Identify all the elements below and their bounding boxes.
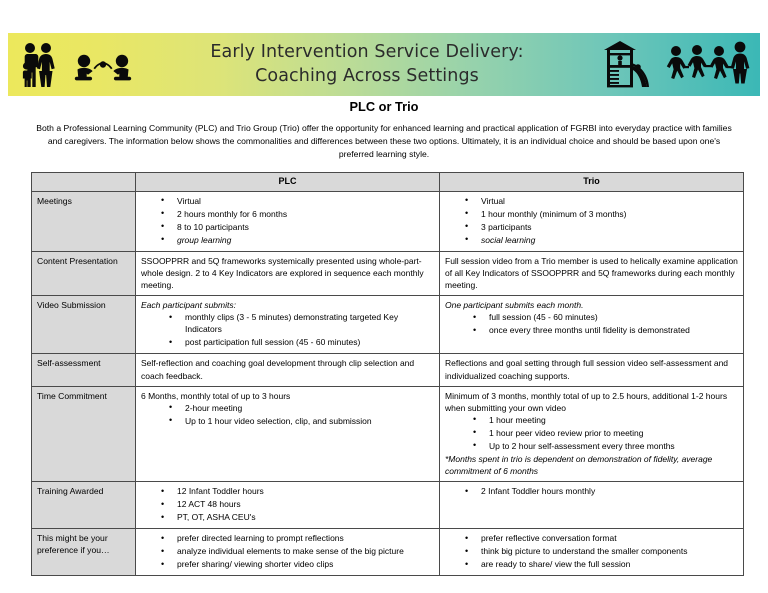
cell-bullet-list: [445, 311, 738, 336]
cell-bullet-list: [141, 485, 434, 523]
table-header-row: [32, 173, 744, 192]
intro-paragraph: Both a Professional Learning Community (PLC) and Trio Group (Trio) offer the opportunity for enhanced learning and practical application of FGRBI into everyday practice with families and caregivers. The information below shows the commonalities and differences between these two options. Ultimately, it is an individual choice and should be based upon one's preferred learning style.: [36, 123, 732, 160]
cell-lead-text: Full session video from a Trio member is used to helically examine application of all Key Indicators of SSOOPPRR and 5Q frameworks during each monthly meeting.: [445, 256, 738, 291]
cell-trio: [440, 191, 744, 251]
bullet-item: • 3 participants: [465, 221, 738, 233]
bullet-item: • monthly clips (3 - 5 minutes) demonstrating targeted Key Indicators: [169, 311, 434, 335]
row-label: Video Submission: [32, 296, 136, 354]
cell-trio: [440, 529, 744, 576]
cell-bullet-list: [445, 414, 738, 452]
playground-slide-icon: [600, 39, 656, 91]
cell-plc: [136, 191, 440, 251]
cell-trio: [440, 482, 744, 529]
bullet-item: • are ready to share/ view the full session: [465, 558, 738, 570]
cell-lead-text: SSOOPPRR and 5Q frameworks systemically presented using whole-part-whole design. 2 to 4 Key Indicators are explored in sequence each monthly meeting.: [141, 256, 424, 291]
table-row: [32, 529, 744, 576]
two-children-playing-ball-icon: [72, 51, 134, 91]
bullet-item: • 1 hour peer video review prior to meeting: [473, 427, 738, 439]
cell-trio: [440, 252, 744, 296]
table-body: [32, 173, 744, 576]
banner-right-icon-group: [600, 39, 760, 91]
cell-bullet-list: [141, 532, 434, 570]
cell-trio: [440, 386, 744, 481]
cell-bullet-list: [141, 402, 434, 427]
bullet-item: • 12 ACT 48 hours: [161, 498, 434, 510]
bullet-item: • full session (45 - 60 minutes): [473, 311, 738, 323]
parent-and-child-icon: [14, 39, 66, 91]
cell-plc: [136, 354, 440, 386]
bullet-item: • 12 Infant Toddler hours: [161, 485, 434, 497]
table-row: [32, 252, 744, 296]
cell-lead-text: One participant submits each month.: [445, 300, 584, 311]
cell-bullet-list: [445, 485, 738, 497]
table-row: [32, 191, 744, 251]
row-label: Content Presentation: [32, 252, 136, 296]
comparison-table-wrapper: [31, 172, 743, 576]
table-row: [32, 296, 744, 354]
banner-title: [134, 41, 600, 88]
cell-note-text: *Months spent in trio is dependent on demonstration of fidelity, average commitment of 6 months: [445, 453, 713, 476]
cell-trio: [440, 354, 744, 386]
bullet-item: • 1 hour monthly (minimum of 3 months): [465, 208, 738, 220]
bullet-item: • 2 Infant Toddler hours monthly: [465, 485, 738, 497]
cell-plc: [136, 296, 440, 354]
cell-bullet-list: [141, 195, 434, 246]
cell-plc: [136, 482, 440, 529]
banner-left-icon-group: [8, 39, 134, 91]
cell-bullet-list: [141, 311, 434, 348]
table-header-trio: Trio: [440, 173, 744, 192]
bullet-item: • analyze individual elements to make sense of the big picture: [161, 545, 434, 557]
table-header-blank: [32, 173, 136, 192]
bullet-item: • once every three months until fidelity is demonstrated: [473, 324, 738, 336]
cell-plc: [136, 252, 440, 296]
table-row: [32, 354, 744, 386]
bullet-item: • 2-hour meeting: [169, 402, 434, 414]
bullet-item: • PT, OT, ASHA CEU's: [161, 511, 434, 523]
banner-title-line-2: Coaching Across Settings: [255, 65, 479, 86]
bullet-item: • 8 to 10 participants: [161, 221, 434, 233]
cell-lead-text: Self-reflection and coaching goal development through clip selection and coach feedback.: [141, 358, 415, 381]
bullet-item: • prefer reflective conversation format: [465, 532, 738, 544]
cell-bullet-list: [445, 532, 738, 570]
bullet-item: • social learning: [465, 234, 738, 246]
children-holding-hands-icon: [664, 39, 756, 91]
bullet-item: • think big picture to understand the smaller components: [465, 545, 738, 557]
page-subtitle: PLC or Trio: [349, 99, 419, 114]
plc-trio-comparison-table: [31, 172, 744, 576]
cell-plc: [136, 529, 440, 576]
bullet-item: • 1 hour meeting: [473, 414, 738, 426]
bullet-item: • Virtual: [161, 195, 434, 207]
table-header-plc: PLC: [136, 173, 440, 192]
row-label: Self-assessment: [32, 354, 136, 386]
table-row: [32, 386, 744, 481]
row-label: Training Awarded: [32, 482, 136, 529]
row-label: Meetings: [32, 191, 136, 251]
cell-lead-text: 6 Months, monthly total of up to 3 hours: [141, 390, 291, 401]
cell-lead-text: Reflections and goal setting through full session video self-assessment and individualized coaching supports.: [445, 358, 729, 381]
bullet-item: • group learning: [161, 234, 434, 246]
bullet-item: • prefer directed learning to prompt reflections: [161, 532, 434, 544]
cell-lead-text: Minimum of 3 months, monthly total of up to 2.5 hours, additional 1-2 hours when submitting your own video: [445, 390, 728, 413]
bullet-item: • post participation full session (45 - 60 minutes): [169, 336, 434, 348]
row-label: This might be your preference if you…: [32, 529, 136, 576]
header-banner: [8, 33, 760, 96]
banner-title-line-1: Early Intervention Service Delivery:: [210, 41, 524, 62]
bullet-item: • prefer sharing/ viewing shorter video clips: [161, 558, 434, 570]
cell-trio: [440, 296, 744, 354]
bullet-item: • Up to 2 hour self-assessment every three months: [473, 440, 738, 452]
bullet-item: • Up to 1 hour video selection, clip, and submission: [169, 415, 434, 427]
table-row: [32, 482, 744, 529]
row-label: Time Commitment: [32, 386, 136, 481]
cell-lead-text: Each participant submits:: [141, 300, 236, 311]
cell-bullet-list: [445, 195, 738, 246]
bullet-item: • 2 hours monthly for 6 months: [161, 208, 434, 220]
bullet-item: • Virtual: [465, 195, 738, 207]
cell-plc: [136, 386, 440, 481]
